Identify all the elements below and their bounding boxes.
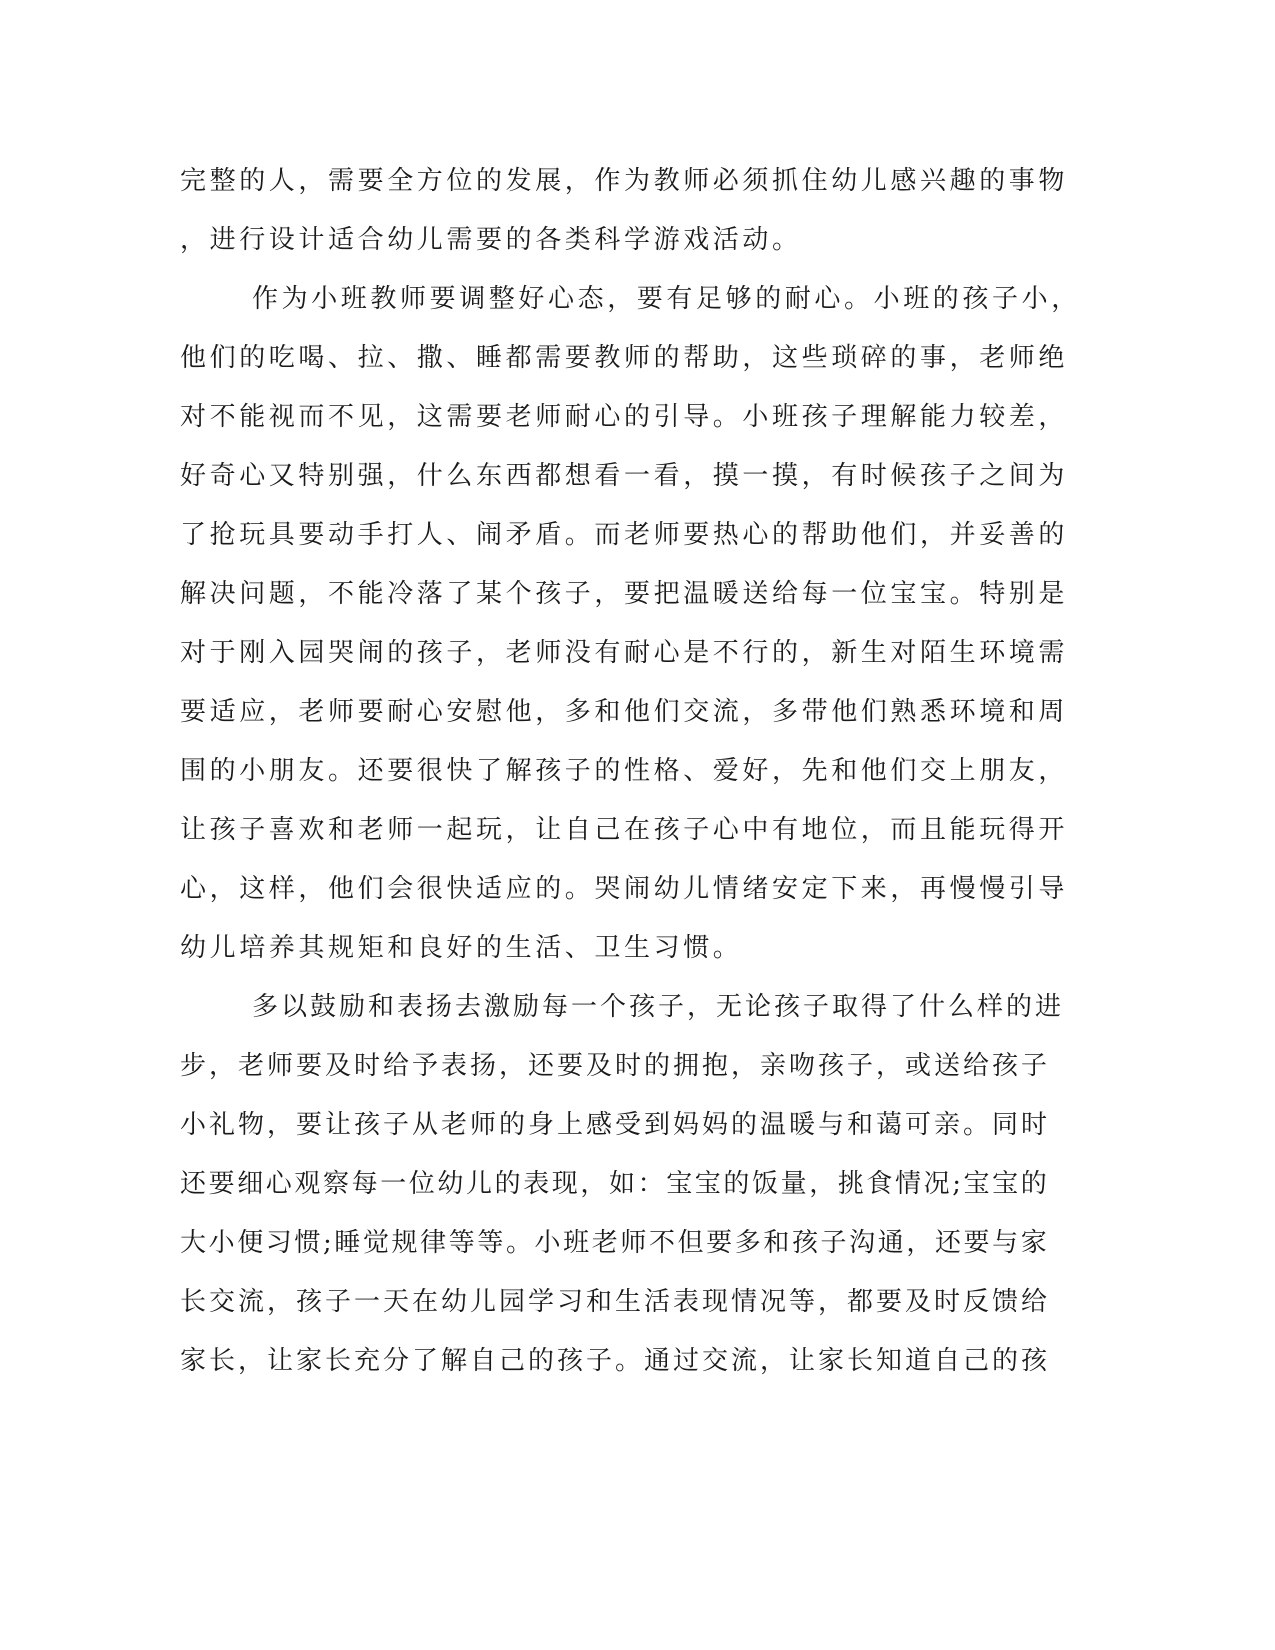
text-line: 让孩子喜欢和老师一起玩，让自己在孩子心中有地位，而且能玩得开 [180, 815, 1069, 845]
text-line: 小礼物，要让孩子从老师的身上感受到妈妈的温暖与和蔼可亲。同时 [180, 1110, 1051, 1140]
text-line: 步，老师要及时给予表扬，还要及时的拥抱，亲吻孩子，或送给孩子 [180, 1051, 1051, 1081]
text-line: 还要细心观察每一位幼儿的表现，如：宝宝的饭量，挑食情况;宝宝的 [180, 1169, 1050, 1199]
text-line: 围的小朋友。还要很快了解孩子的性格、爱好，先和他们交上朋友， [180, 756, 1069, 786]
body-text [180, 152, 1081, 1391]
text-line: 家长，让家长充分了解自己的孩子。通过交流，让家长知道自己的孩 [180, 1346, 1051, 1376]
text-line: 幼儿培养其规矩和良好的生活、卫生习惯。 [180, 933, 743, 963]
text-line: 解决问题，不能冷落了某个孩子，要把温暖送给每一位宝宝。特别是 [180, 579, 1069, 609]
paragraph-first-line: 作为小班教师要调整好心态，要有足够的耐心。小班的孩子小， [252, 284, 1081, 314]
paragraph-first-line: 多以鼓励和表扬去激励每一个孩子，无论孩子取得了什么样的进 [252, 992, 1065, 1022]
text-line: 要适应，老师要耐心安慰他，多和他们交流，多带他们熟悉环境和周 [180, 697, 1069, 727]
text-line: 大小便习惯;睡觉规律等等。小班老师不但要多和孩子沟通，还要与家 [180, 1228, 1050, 1258]
text-line: 完整的人，需要全方位的发展，作为教师必须抓住幼儿感兴趣的事物 [180, 166, 1069, 196]
text-line: 对不能视而不见，这需要老师耐心的引导。小班孩子理解能力较差， [180, 402, 1069, 432]
text-line: ，进行设计适合幼儿需要的各类科学游戏活动。 [180, 225, 802, 255]
text-line: 他们的吃喝、拉、撒、睡都需要教师的帮助，这些琐碎的事，老师绝 [180, 343, 1069, 373]
text-line: 了抢玩具要动手打人、闹矛盾。而老师要热心的帮助他们，并妥善的 [180, 520, 1069, 550]
text-line: 对于刚入园哭闹的孩子，老师没有耐心是不行的，新生对陌生环境需 [180, 638, 1069, 668]
text-line: 好奇心又特别强，什么东西都想看一看，摸一摸，有时候孩子之间为 [180, 461, 1069, 491]
text-line: 心，这样，他们会很快适应的。哭闹幼儿情绪安定下来，再慢慢引导 [180, 874, 1069, 904]
text-line: 长交流，孩子一天在幼儿园学习和生活表现情况等，都要及时反馈给 [180, 1287, 1051, 1317]
